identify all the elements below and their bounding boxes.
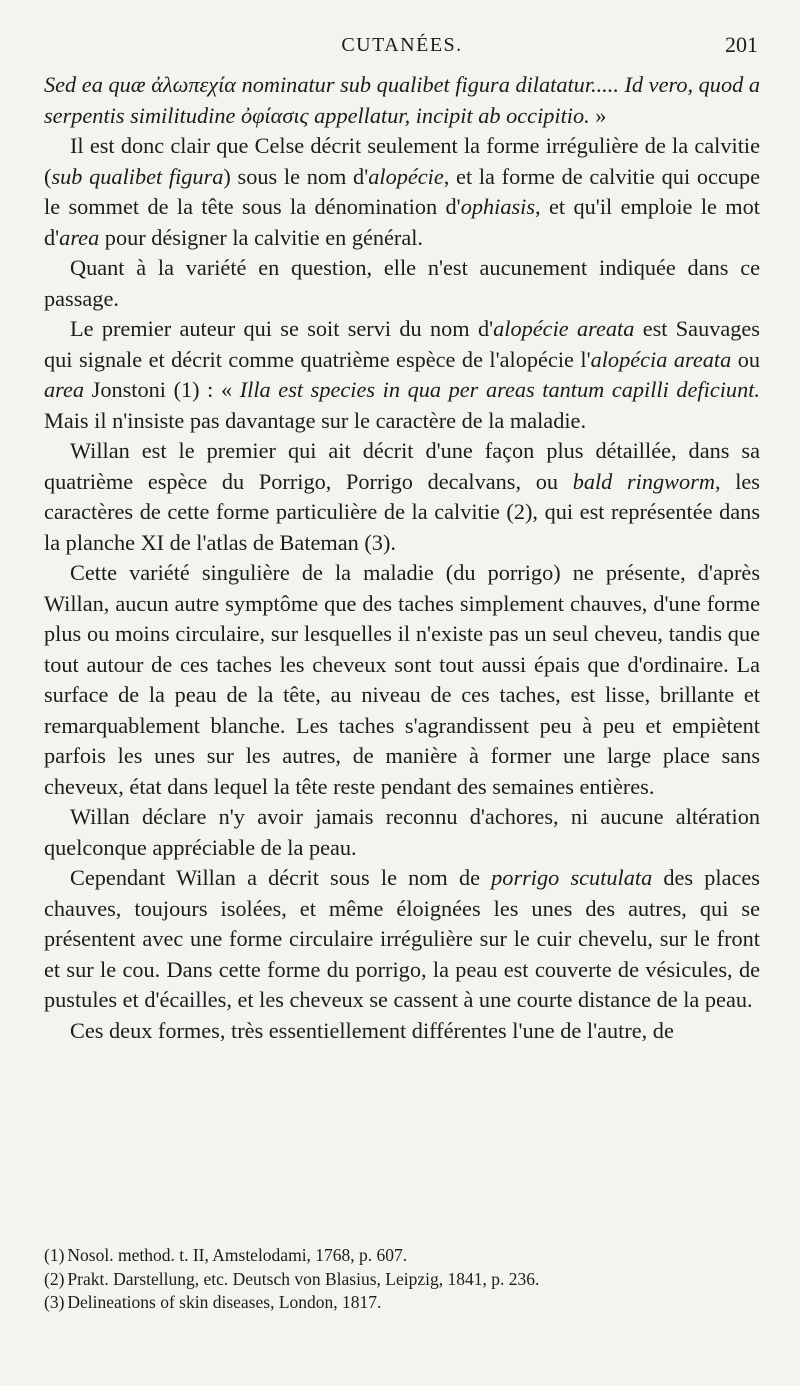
footnote-text: Prakt. Darstellung, etc. Deutsch von Blasius, Leipzig, 1841, p. 236. <box>67 1268 540 1289</box>
text-run: Willan est le premier qui ait décrit d'une façon plus détaillée, dans sa quatrième espèce du Porrigo, Porrigo decalvans, ou <box>44 438 760 494</box>
italic-run: bald ringworm <box>572 468 715 494</box>
footnote-number: (3) <box>44 1292 65 1312</box>
text-run: des places chauves, toujours isolées, et même éloignées les unes des autres, qui se présentent avec une forme circulaire irrégulière sur le cuir chevelu, sur le front et sur le cou. Dans cette forme du porrigo, la peau est couverte de vésicules, de pustules et d'écailles, et les cheveux se cassent à une courte distance de la peau. <box>44 865 760 1012</box>
italic-run: area <box>59 224 100 250</box>
text-run: est Sauvages qui signale et décrit comme quatrième espèce de l'alopécie l' <box>44 316 760 372</box>
paragraph <box>44 863 760 1016</box>
paragraph <box>44 802 760 863</box>
paragraph <box>44 558 760 802</box>
italic-run: area <box>44 377 85 402</box>
text-run: Ces deux formes, très essentiellement différentes l'une de l'autre, de <box>70 1017 674 1043</box>
italic-run: ophiasis <box>460 194 536 219</box>
text-run: pour désigner la calvitie en général. <box>99 224 424 250</box>
text-run: ) sous le nom d' <box>223 163 369 189</box>
text-run: , et qu'il emploie le mot d' <box>44 194 760 250</box>
italic-run: alopécie <box>368 163 444 189</box>
paragraph <box>44 70 760 131</box>
text-run: , et la forme de calvitie qui occupe le sommet de la tête sous la dénomination d' <box>44 163 760 219</box>
paragraph <box>44 131 760 253</box>
paragraph <box>44 314 760 436</box>
text-run: ou <box>731 346 760 372</box>
footnote-text: Nosol. method. t. II, Amstelodami, 1768, p. 607. <box>67 1245 408 1265</box>
paragraph <box>44 253 760 314</box>
footnote-number: (1) <box>44 1245 65 1265</box>
text-run: Quant à la variété en question, elle n'est aucunement indiquée dans ce passage. <box>44 255 760 311</box>
text-run: Willan déclare n'y avoir jamais reconnu d'achores, ni aucune altération quelconque appréciable de la peau. <box>44 804 760 860</box>
italic-run: Illa est species in qua per areas tantum capilli deficiunt. <box>239 377 760 402</box>
text-run: , les caractères de cette forme particulière de la calvitie (2), qui est représentée dans la planche XI de l'atlas de Bateman (3). <box>44 468 760 555</box>
italic-run: alopécia areata <box>590 346 732 372</box>
footnote-number: (2) <box>44 1268 65 1289</box>
footnotes <box>44 1244 760 1315</box>
running-head: CUTANÉES. <box>341 34 463 56</box>
footnote <box>44 1244 760 1268</box>
page-number: 201 <box>725 32 758 57</box>
text-run: » <box>589 102 607 128</box>
italic-run: Sed ea quæ ἀλωπεχία nominatur sub qualibet figura dilatatur..... Id vero, quod a serpentis similitudine ὀφίασις appellatur, incipit ab occipitio. <box>44 72 760 128</box>
page-header <box>44 26 760 66</box>
text-run: Le premier auteur qui se soit servi du nom d' <box>70 316 494 341</box>
text-run: Cette variété singulière de la maladie (du porrigo) ne présente, d'après Willan, aucun autre symptôme que des taches simplement chauves, d'une forme plus ou moins circulaire, sur lesquelles il n'existe pas un seul cheveu, tandis que tout autour de ces taches les cheveux sont tout aussi épais que d'ordinaire. La surface de la peau de la tête, au niveau de ces taches, est lisse, brillante et remarquablement blanche. Les taches s'agrandissent peu à peu et empiètent parfois les unes sur les autres, de manière à former une large place sans cheveux, état dans lequel la tête reste pendant des semaines entières. <box>44 560 760 799</box>
footnote-text: Delineations of skin diseases, London, 1817. <box>67 1292 382 1312</box>
text-run: Cependant Willan a décrit sous le nom de <box>70 865 492 890</box>
footnote <box>44 1268 760 1292</box>
paragraph <box>44 436 760 558</box>
text-run: Il est donc clair que Celse décrit seulement la forme irrégulière de la calvitie ( <box>44 133 760 189</box>
italic-run: porrigo scutulata <box>491 865 653 890</box>
italic-run: alopécie areata <box>493 316 635 341</box>
text-run: Jonstoni (1) : « <box>84 377 240 402</box>
body-text <box>44 70 760 1046</box>
paragraph <box>44 1016 760 1047</box>
text-run: Mais il n'insiste pas davantage sur le caractère de la maladie. <box>44 407 587 433</box>
italic-run: sub qualibet figura <box>51 163 224 189</box>
footnote <box>44 1291 760 1315</box>
